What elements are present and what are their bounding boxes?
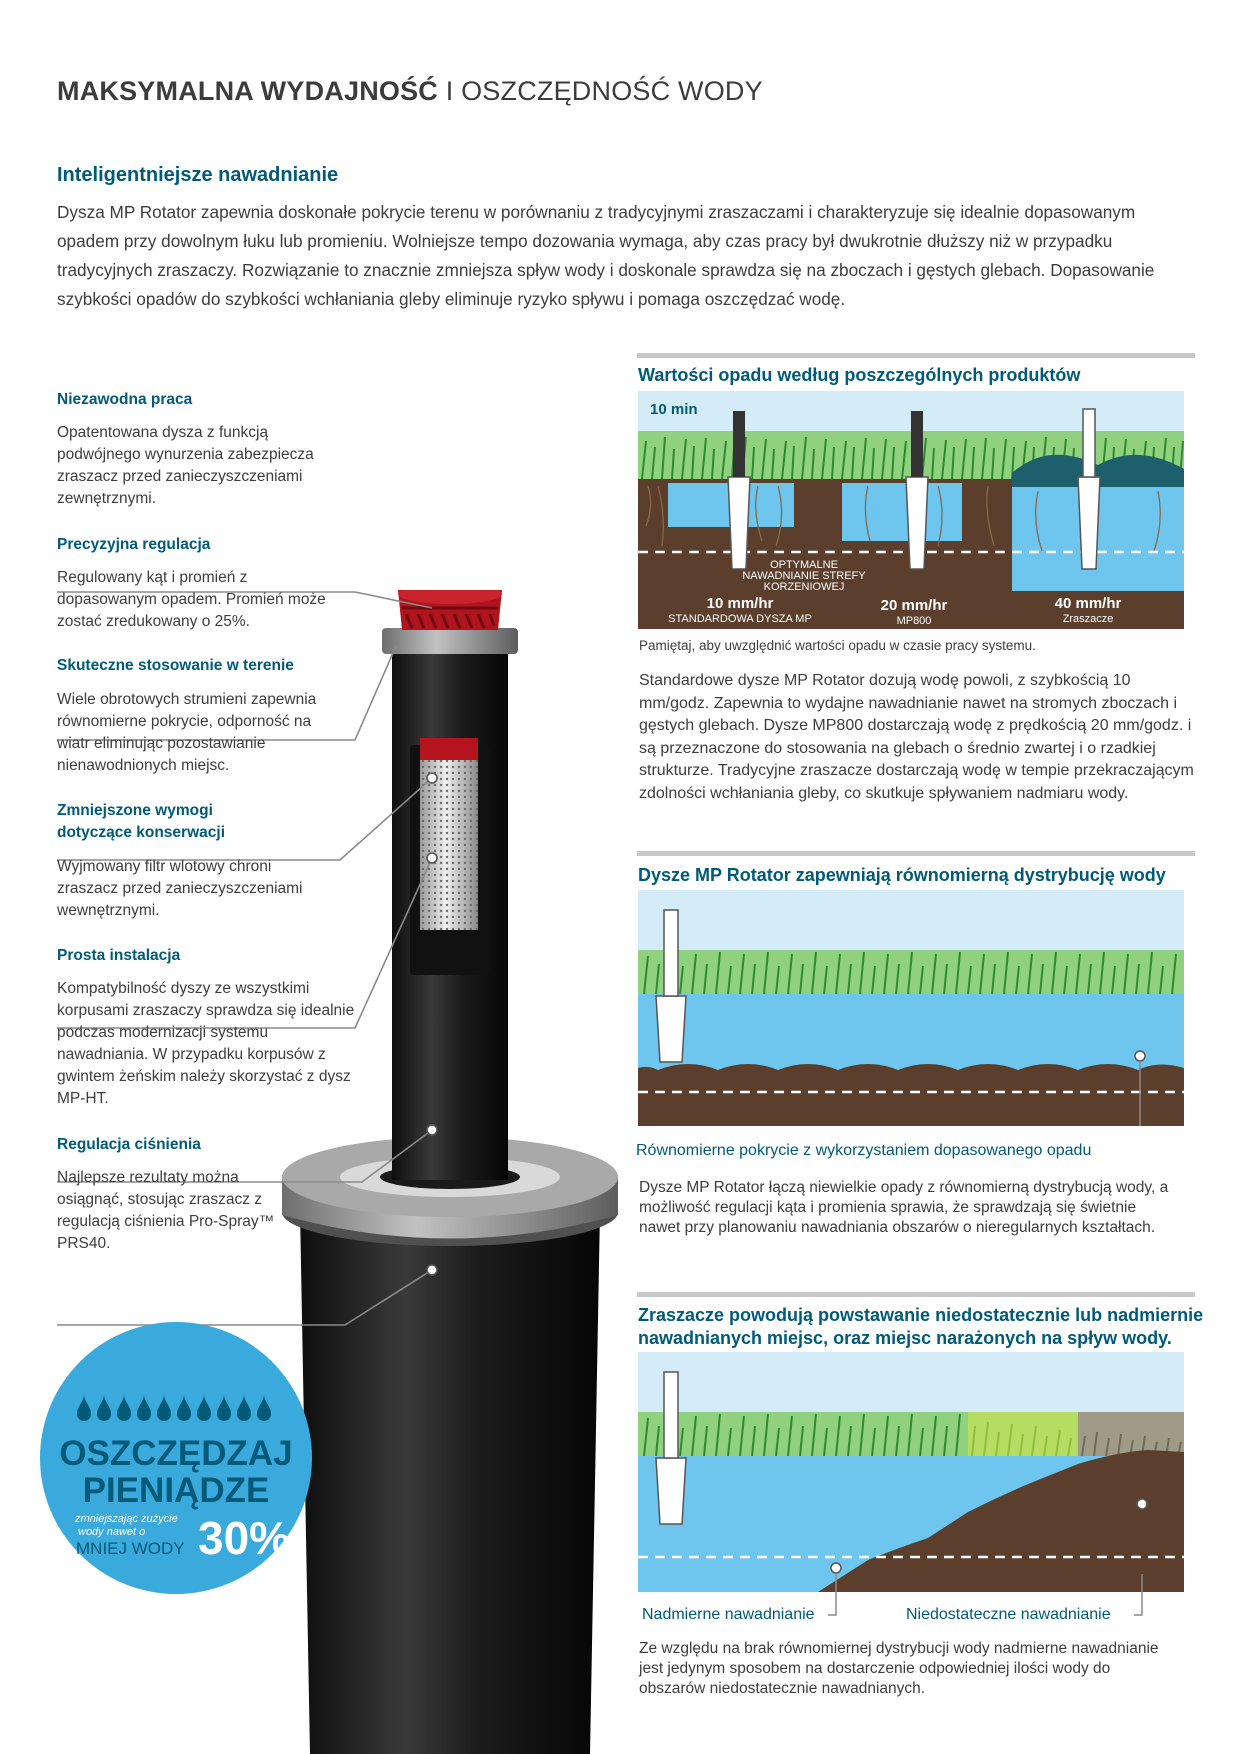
feature-heading-maintenance: Zmniejszone wymogi dotyczące konserwacji [57, 802, 225, 841]
feature-text-pressure: Najlepsze rezultaty można osiągnąć, stosując zraszacz z regulacją ciśnienia Pro-Spray™ PRS40. [57, 1169, 275, 1252]
intro-heading: Inteligentniejsze nawadnianie [57, 164, 339, 186]
section3-heading [638, 1304, 1238, 1350]
feature-heading-terrain: Skuteczne stosowanie w terenie [57, 657, 294, 674]
caption-underwatering: Niedostateczne nawadnianie [906, 1606, 1111, 1623]
section-rule-2 [637, 851, 1195, 856]
precipitation-rates-diagram [638, 391, 1184, 629]
savings-badge [40, 1322, 312, 1594]
section3-text: Ze względu na brak równomiernej dystrybucji wody nadmierne nawadnianie jest jedynym sposobem na dostarczenie odpowiedniej ilości wody do obszarów niedostatecznie nawadnianych. [639, 1640, 1159, 1697]
feature-heading-pressure: Regulacja ciśnienia [57, 1136, 201, 1153]
rate-sprayers: 40 mm/hr [1054, 595, 1122, 612]
feature-text-precision: Regulowany kąt i promień z dopasowanym opadem. Promień może zostać zredukowany o 25%. [57, 569, 326, 630]
feature-heading-installation: Prosta instalacja [57, 947, 181, 964]
feature-text-installation: Kompatybilność dyszy ze wszystkimi korpusami zraszaczy sprawdza się idealnie podczas modernizacji systemu nawadniania. W przypadku korpusów z gwintem żeńskim należy skorzystać z dysz MP-HT. [57, 980, 355, 1107]
section3-heading-line2: nawadnianych miejsc, oraz miejsc narażonych na spływ wody. [638, 1328, 1172, 1348]
section2-heading: Dysze MP Rotator zapewniają równomierną dystrybucję wody [638, 865, 1166, 885]
rate-mp800: 20 mm/hr [880, 597, 948, 614]
optimal-label-line2: NAWADNIANIE STREFY [742, 570, 866, 582]
uneven-distribution-diagram [638, 1352, 1184, 1592]
badge-small-line2: wody nawet o [78, 1526, 146, 1538]
section2-text: Dysze MP Rotator łączą niewielkie opady z równomierną dystrybucją wody, a możliwość regulacji kąta i promienia sprawia, że sprawdzają się świetnie nawet przy planowaniu nawadniania obszarów o nieregularnych kształtach. [639, 1179, 1169, 1236]
section1-heading: Wartości opadu według poszczególnych produktów [638, 365, 1081, 385]
rate-mp800-name: MP800 [896, 615, 932, 627]
optimal-label-line3: KORZENIOWEJ [763, 581, 845, 593]
uniform-distribution-diagram [638, 890, 1184, 1126]
page-title [57, 76, 763, 107]
rate-sprayers-name: Zraszacze [1062, 613, 1114, 625]
feature-text-terrain: Wiele obrotowych strumieni zapewnia równomierne pokrycie, odporność na wiatr eliminując pozostawianie nienawodnionych miejsc. [57, 691, 317, 774]
page-title-rest: I OSZCZĘDNOŚĆ WODY [445, 76, 763, 106]
section-rule-3 [637, 1292, 1195, 1297]
duration-label: 10 min [650, 401, 698, 418]
section2-caption: Równomierne pokrycie z wykorzystaniem dopasowanego opadu [636, 1142, 1092, 1159]
badge-percent: 30% [198, 1512, 291, 1564]
badge-line2: PIENIĄDZE [82, 1471, 270, 1510]
feature-heading-precision: Precyzyjna regulacja [57, 536, 211, 553]
page-title-bold: MAKSYMALNA WYDAJNOŚĆ [57, 76, 438, 106]
intro-paragraph: Dysza MP Rotator zapewnia doskonałe pokrycie terenu w porównaniu z tradycyjnymi zraszaczami i charakteryzuje się idealnie dopasowanym opadem przy dowolnym łuku lub promieniu. Wolniejsze tempo dozowania wymaga, aby czas pracy był dwukrotnie dłuższy niż w przypadku tradycyjnych zraszaczy. Rozwiązanie to znacznie zmniejsza spływ wody i doskonale sprawdza się na zboczach i gęstych glebach. Dopasowanie szybkości opadów do szybkości wchłaniania gleby eliminuje ryzyko spływu i pomaga oszczędzać wodę. [57, 202, 1155, 309]
rate-standard-mp-name: STANDARDOWA DYSZA MP [668, 613, 812, 625]
optimal-label-line1: OPTYMALNE [770, 559, 838, 571]
badge-small-line1: zmniejszając zużycie [75, 1513, 178, 1525]
feature-heading-reliable: Niezawodna praca [57, 391, 193, 408]
rate-standard-mp: 10 mm/hr [706, 595, 774, 612]
section1-note: Pamiętaj, aby uwzględnić wartości opadu w czasie pracy systemu. [639, 638, 1036, 653]
badge-line1: OSZCZĘDZAJ [59, 1434, 293, 1473]
caption-overwatering: Nadmierne nawadnianie [642, 1606, 815, 1623]
section-rule-1 [637, 353, 1195, 358]
section3-heading-line1: Zraszacze powodują powstawanie niedostatecznie lub nadmiernie [638, 1305, 1204, 1325]
badge-less-water: MNIEJ WODY [76, 1539, 185, 1558]
feature-text-reliable: Opatentowana dysza z funkcją podwójnego wynurzenia zabezpiecza zraszacz przed zanieczyszczeniami zewnętrznymi. [57, 424, 314, 507]
section1-text: Standardowe dysze MP Rotator dozują wodę powoli, z szybkością 10 mm/godz. Zapewnia to wydajne nawadnianie nawet na stromych zboczach i gęstych glebach. Dysze MP800 dostarczają wodę z prędkością 20 mm/godz. i są przeznaczone do stosowania na glebach o średnio zwartej i o rzadkiej strukturze. Tradycyjne zraszacze dostarczają wodę w tempie przekraczającym zdolności wchłaniania gleby, co skutkuje spływaniem nadmiaru wody. [639, 672, 1194, 802]
feature-text-maintenance: Wyjmowany filtr wlotowy chroni zraszacz przed zanieczyszczeniami wewnętrznymi. [57, 858, 303, 919]
